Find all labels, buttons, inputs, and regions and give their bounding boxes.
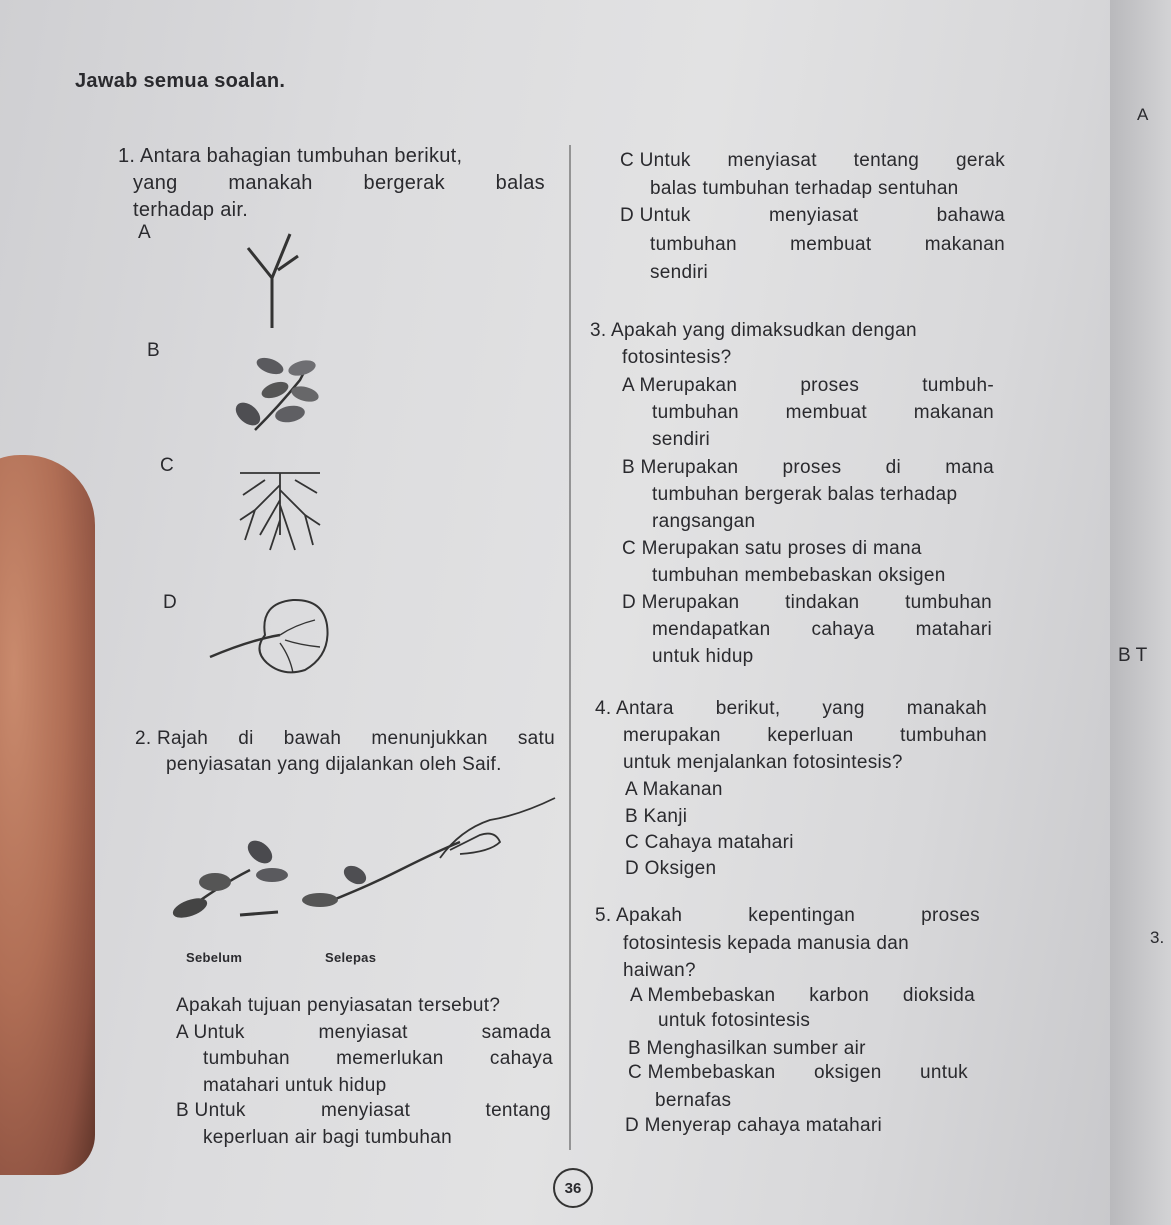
q2-option-b-line-1: B Untuk menyiasat tentang: [176, 1100, 551, 1121]
before-label: Sebelum: [186, 950, 243, 965]
q1-label-c: C: [160, 455, 175, 476]
q5-option-d: D Menyerap cahaya matahari: [625, 1115, 883, 1136]
next-page-fragment-a: A: [1137, 105, 1149, 124]
next-page-edge: [1110, 0, 1171, 1225]
q2-line-1: 2. Rajah di bawah menunjukkan satu: [135, 728, 555, 749]
roots-figure: [235, 465, 325, 555]
leaves-figure: [230, 350, 330, 435]
q4-option-b: B Kanji: [625, 806, 688, 827]
q3-option-b-line-3: rangsangan: [652, 511, 756, 532]
q3-line-1: 3. Apakah yang dimaksudkan dengan: [590, 320, 917, 341]
q5-line-3: haiwan?: [623, 960, 696, 981]
q1-option-c-line-1: C Untuk menyiasat tentang gerak: [620, 150, 1005, 171]
after-label: Selepas: [325, 950, 377, 965]
q3-option-c-line-2: tumbuhan membebaskan oksigen: [652, 565, 946, 586]
q3-option-b-line-1: B Merupakan proses di mana: [622, 457, 994, 478]
q3-option-b-line-2: tumbuhan bergerak balas terhadap: [652, 484, 958, 505]
q5-option-b: B Menghasilkan sumber air: [628, 1038, 866, 1059]
q1-label-a: A: [138, 222, 151, 243]
thumb: [0, 455, 95, 1175]
next-page-fragment-b: B T: [1118, 645, 1148, 666]
q3-option-a-line-2: tumbuhan membuat makanan: [652, 402, 994, 423]
q5-option-c-line-2: bernafas: [655, 1090, 732, 1111]
q1-option-d-line-2: tumbuhan membuat makanan: [650, 234, 1005, 255]
q4-option-d: D Oksigen: [625, 858, 717, 879]
q4-line-1: 4. Antara berikut, yang manakah: [595, 698, 987, 719]
q3-option-a-line-3: sendiri: [652, 429, 711, 450]
experiment-figure: [160, 790, 560, 940]
flower-figure: [205, 595, 335, 680]
q5-line-1: 5. Apakah kepentingan proses: [595, 905, 980, 926]
page-number: 36: [553, 1168, 593, 1208]
q4-option-a: A Makanan: [625, 779, 723, 800]
q1-label-d: D: [163, 592, 178, 613]
q3-option-d-line-3: untuk hidup: [652, 646, 754, 667]
q3-option-d-line-1: D Merupakan tindakan tumbuhan: [622, 592, 992, 613]
stem-figure: [240, 228, 310, 333]
next-page-fragment-number: 3.: [1150, 928, 1165, 947]
q3-line-2: fotosintesis?: [622, 347, 732, 368]
q3-option-c-line-1: C Merupakan satu proses di mana: [622, 538, 922, 559]
q3-option-d-line-2: mendapatkan cahaya matahari: [652, 619, 992, 640]
q2-option-b-line-2: keperluan air bagi tumbuhan: [203, 1127, 452, 1148]
q1-option-c-line-2: balas tumbuhan terhadap sentuhan: [650, 178, 959, 199]
q4-option-c: C Cahaya matahari: [625, 832, 794, 853]
q5-option-a-line-1: A Membebaskan karbon dioksida: [630, 985, 975, 1006]
q1-option-d-line-3: sendiri: [650, 262, 709, 283]
q4-line-2: merupakan keperluan tumbuhan: [623, 725, 987, 746]
q1-option-d-line-1: D Untuk menyiasat bahawa: [620, 205, 1005, 226]
q2-option-a-line-3: matahari untuk hidup: [203, 1075, 387, 1096]
q3-option-a-line-1: A Merupakan proses tumbuh-: [622, 375, 994, 396]
q4-line-3: untuk menjalankan fotosintesis?: [623, 752, 903, 773]
column-divider: [569, 145, 571, 1150]
q5-option-c-line-1: C Membebaskan oksigen untuk: [628, 1062, 968, 1083]
q2-line-2: penyiasatan yang dijalankan oleh Saif.: [166, 754, 502, 775]
q2-option-a-line-1: A Untuk menyiasat samada: [176, 1022, 551, 1043]
q1-line-1: 1. Antara bahagian tumbuhan berikut,: [118, 145, 463, 167]
q1-label-b: B: [147, 340, 160, 361]
instruction: Jawab semua soalan.: [75, 70, 286, 92]
q1-line-2: yang manakah bergerak balas: [133, 172, 545, 194]
q5-line-2: fotosintesis kepada manusia dan: [623, 933, 910, 954]
q2-question: Apakah tujuan penyiasatan tersebut?: [176, 995, 501, 1016]
q1-line-3: terhadap air.: [133, 199, 249, 221]
q5-option-a-line-2: untuk fotosintesis: [658, 1010, 811, 1031]
q2-option-a-line-2: tumbuhan memerlukan cahaya: [203, 1048, 553, 1069]
